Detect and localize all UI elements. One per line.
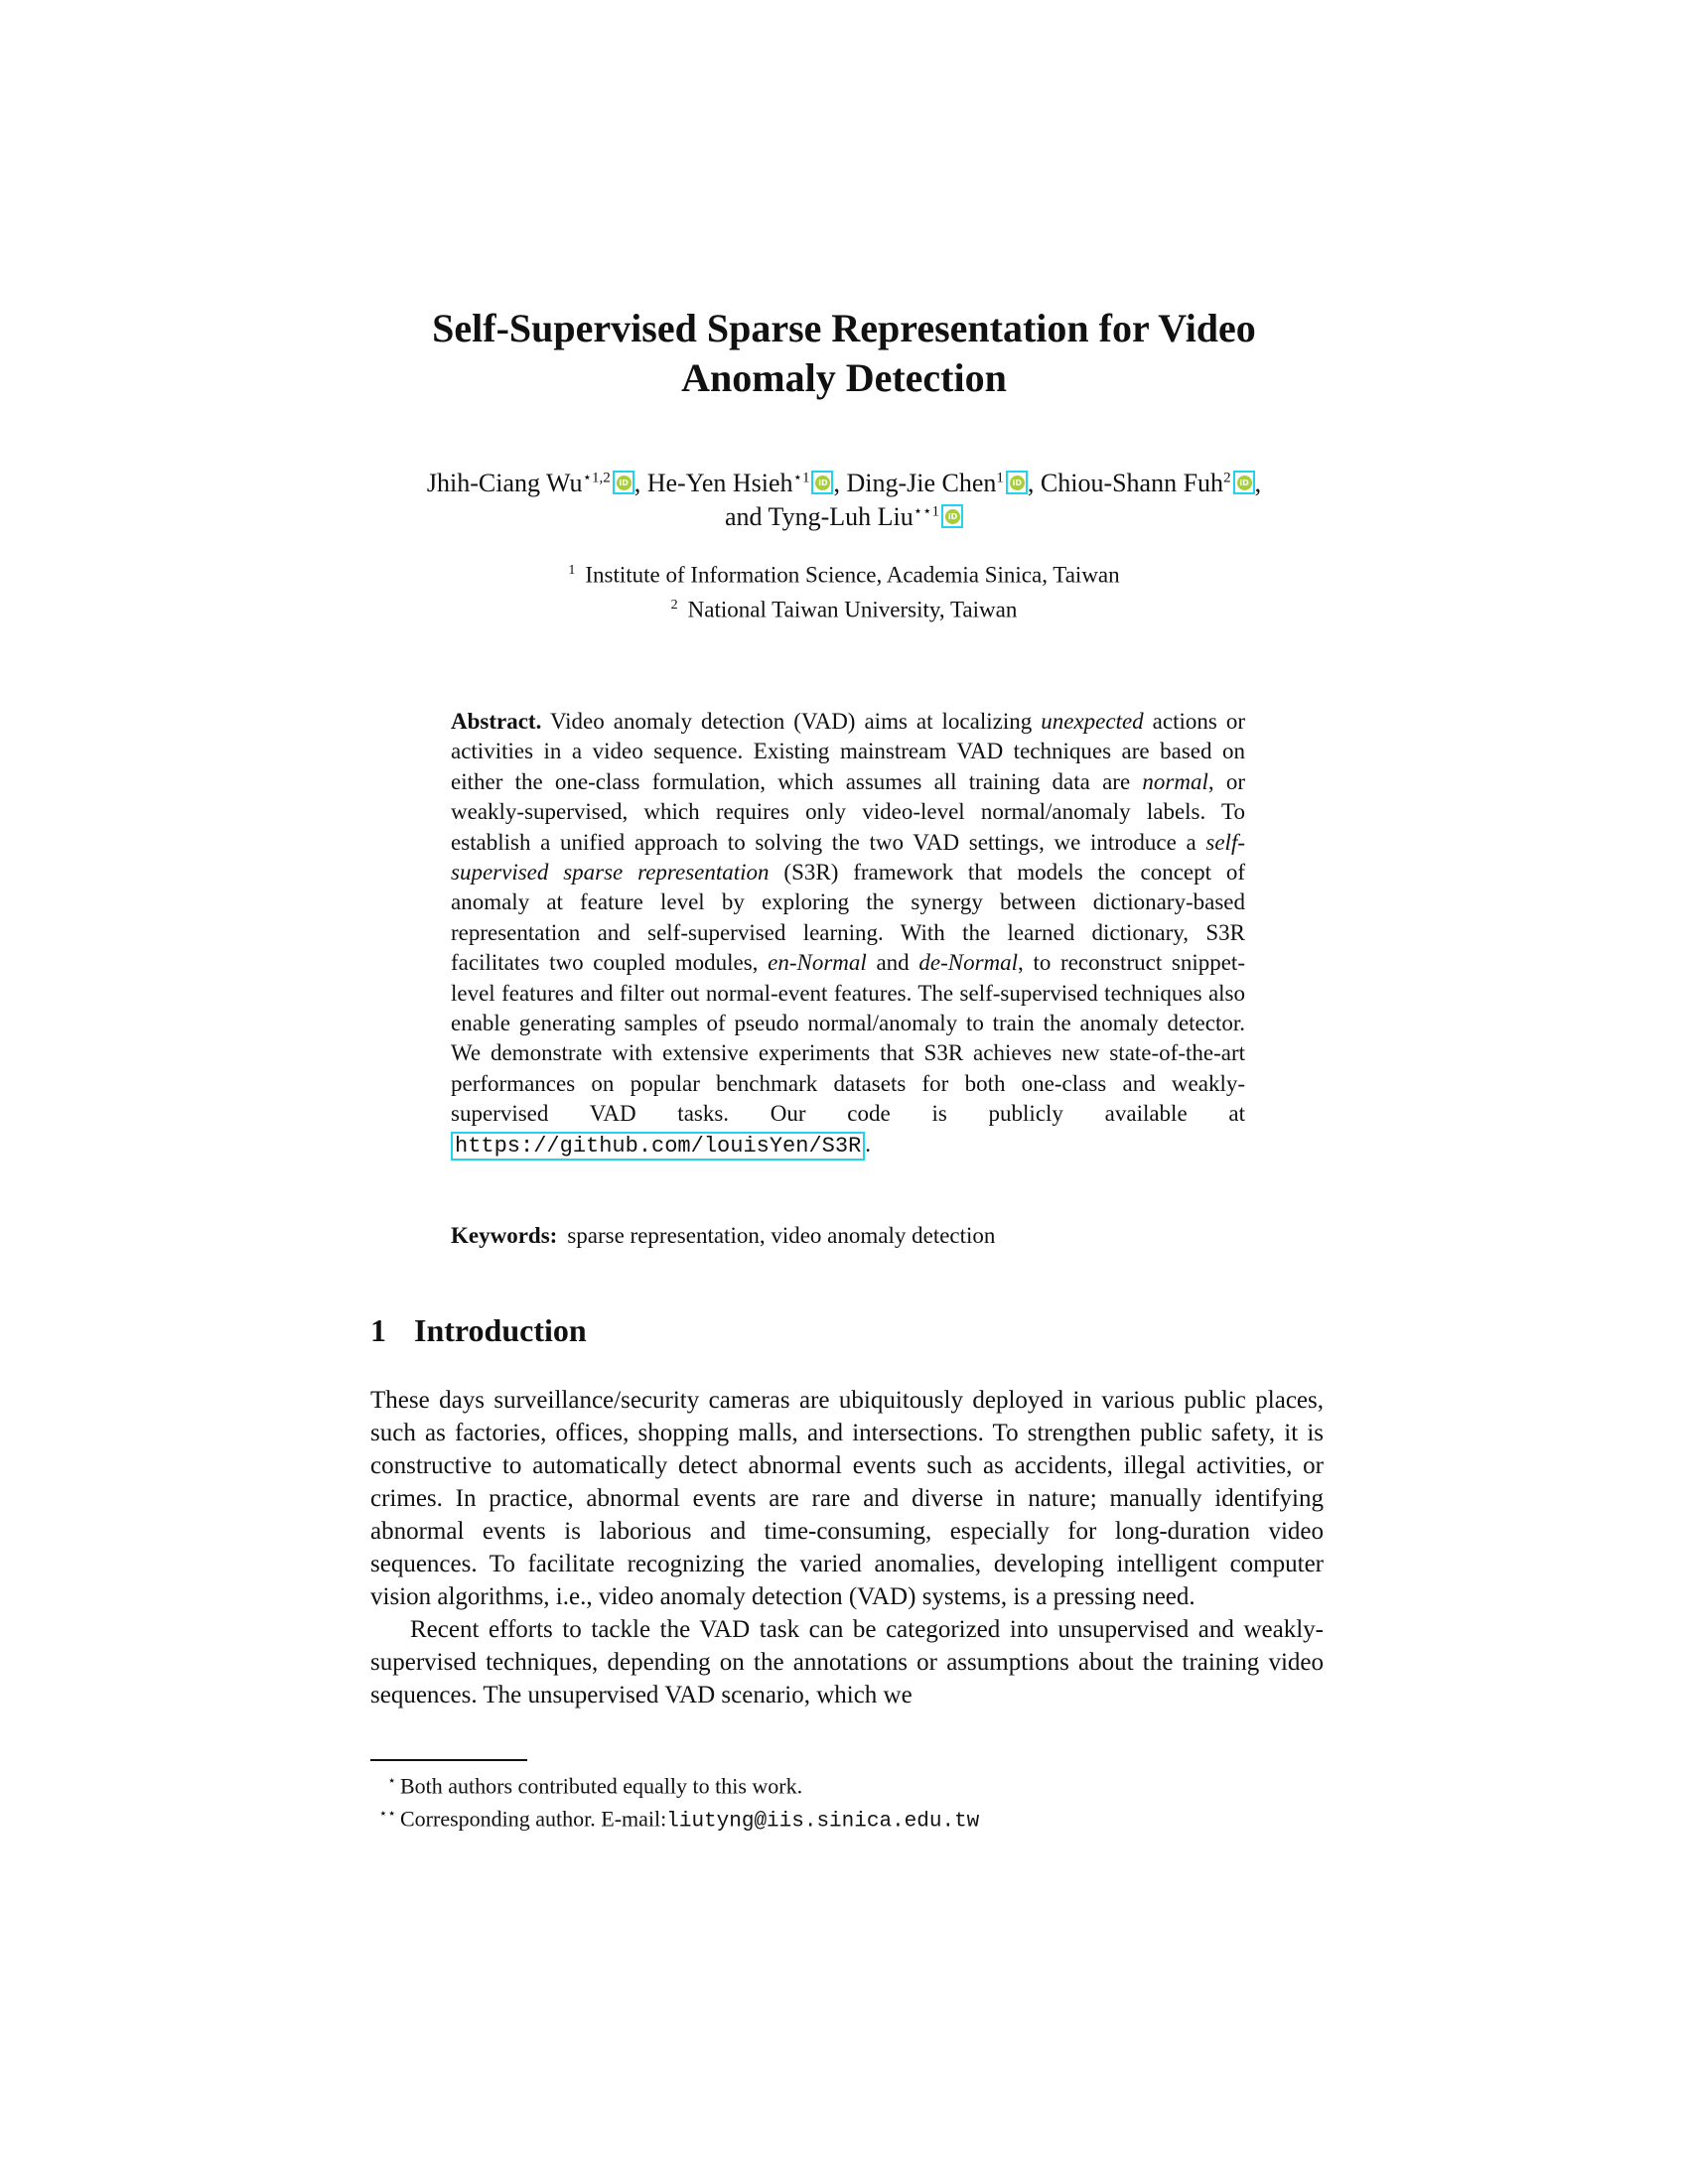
abstract-emphasis: self-supervised sparse representation [451, 829, 1245, 886]
author-separator: , [1027, 469, 1035, 497]
affiliations [338, 556, 1350, 624]
footnote-rule [370, 1759, 527, 1761]
paragraph: Recent efforts to tackle the VAD task can be categorized into unsupervised and weakly-supervised techniques, depending on the annotations or assumptions about the training video sequences. The unsupervised VAD scenario, which we [370, 1616, 1324, 1708]
abstract-emphasis: unexpected [1041, 709, 1144, 734]
abstract-text: . [865, 1131, 872, 1157]
abstract [451, 707, 1245, 1161]
author-marks: ⋆1,2 [582, 470, 611, 486]
author-name: Chiou-Shann Fuh [1040, 469, 1224, 497]
abstract-emphasis: en-Normal [768, 950, 867, 976]
keywords-text: sparse representation, video anomaly detection [567, 1223, 996, 1248]
orcid-icon[interactable] [811, 471, 833, 494]
orcid-icon[interactable] [941, 504, 963, 528]
author-separator: , [633, 469, 641, 497]
section-title: Introduction [414, 1312, 587, 1348]
author-marks: 2 [1223, 470, 1231, 486]
author-line-2 [338, 500, 1350, 534]
footnote [370, 1800, 1324, 1836]
orcid-icon[interactable] [1006, 471, 1028, 494]
email-address[interactable]: liutyng@iis.sinica.edu.tw [666, 1810, 980, 1834]
keywords [451, 1221, 1245, 1251]
title-line-1: Self-Supervised Sparse Representation for Video [432, 306, 1256, 350]
footnote [370, 1767, 1324, 1800]
author-name: He-Yen Hsieh [646, 469, 793, 497]
author-name: Tyng-Luh Liu [768, 502, 914, 531]
section-body [370, 1384, 1324, 1711]
affiliation-text: Institute of Information Science, Academia Sinica, Taiwan [585, 562, 1120, 588]
abstract-emphasis: de-Normal [918, 950, 1019, 976]
abstract-emphasis: normal [1142, 768, 1208, 794]
orcid-icon[interactable] [613, 471, 634, 494]
author-separator: , [833, 469, 840, 497]
abstract-text: (S3R) framework that models the concept of anomaly at feature level by exploring the synergy between dictionary-based representation and self-supervised learning. With the learned dictionary, S3R facilitates two coupled modules, [451, 860, 1246, 976]
footnotes [370, 1767, 1324, 1837]
footnote-text: Corresponding author. E-mail: [400, 1806, 667, 1832]
affiliation-text: National Taiwan University, Taiwan [687, 597, 1018, 622]
footnote-text: Both authors contributed equally to this work. [400, 1773, 803, 1799]
affiliation-mark: 2 [670, 597, 678, 613]
abstract-text: and [866, 950, 919, 976]
author-list [338, 467, 1350, 534]
abstract-text: Video anomaly detection (VAD) aims at localizing [541, 709, 1042, 734]
abstract-label: Abstract. [451, 709, 542, 734]
author-conjunction: and [724, 502, 763, 531]
author-marks: ⋆1 [792, 470, 810, 486]
orcid-icon[interactable] [1233, 471, 1255, 494]
author-marks: ⋆⋆1 [913, 503, 940, 520]
author-name: Ding-Jie Chen [846, 469, 997, 497]
affiliation [338, 556, 1350, 591]
paragraph: These days surveillance/security cameras are ubiquitously deployed in various public places, such as factories, offices, shopping malls, and intersections. To strengthen public safety, it is constructive to automatically detect abnormal events such as accidents, illegal activities, or crimes. In practice, abnormal events are rare and diverse in nature; manually identifying abnormal events is laborious and time-consuming, especially for long-duration video sequences. To facilitate recognizing the varied anomalies, developing intelligent computer vision algorithms, i.e., video anomaly detection (VAD) systems, is a pressing need. [370, 1387, 1324, 1610]
abstract-text: , or weakly-supervised, which requires only video-level normal/anomaly labels. To establish a unified approach to solving the two VAD settings, we introduce a [451, 768, 1245, 855]
code-link[interactable]: https://github.com/louisYen/S3R [451, 1132, 865, 1160]
section-number: 1 [370, 1312, 386, 1348]
affiliation [338, 591, 1350, 625]
keywords-label: Keywords: [451, 1223, 558, 1248]
title-line-2: Anomaly Detection [681, 355, 1007, 400]
footnote-mark: ⋆⋆ [378, 1807, 396, 1823]
author-separator: , [1254, 469, 1262, 497]
author-line-1 [338, 467, 1350, 500]
abstract-text: , to reconstruct snippet-level features and filter out normal-event features. The self-supervised techniques also enable generating samples of pseudo normal/anomaly to train the anomaly detector. We demonstrate with extensive experiments that S3R achieves new state-of-the-art performances on popular benchmark datasets for both one-class and weakly-supervised VAD tasks. Our code is publicly available at [451, 950, 1245, 1127]
author-name: Jhih-Ciang Wu [426, 469, 583, 497]
paper-title [328, 304, 1360, 403]
abstract-text: actions or activities in a video sequence. Existing mainstream VAD techniques are based on either the one-class formulation, which assumes all training data are [451, 709, 1245, 794]
affiliation-mark: 1 [568, 563, 576, 578]
footnote-mark: ⋆ [387, 1774, 396, 1789]
section-heading [370, 1310, 587, 1350]
author-marks: 1 [996, 470, 1004, 486]
